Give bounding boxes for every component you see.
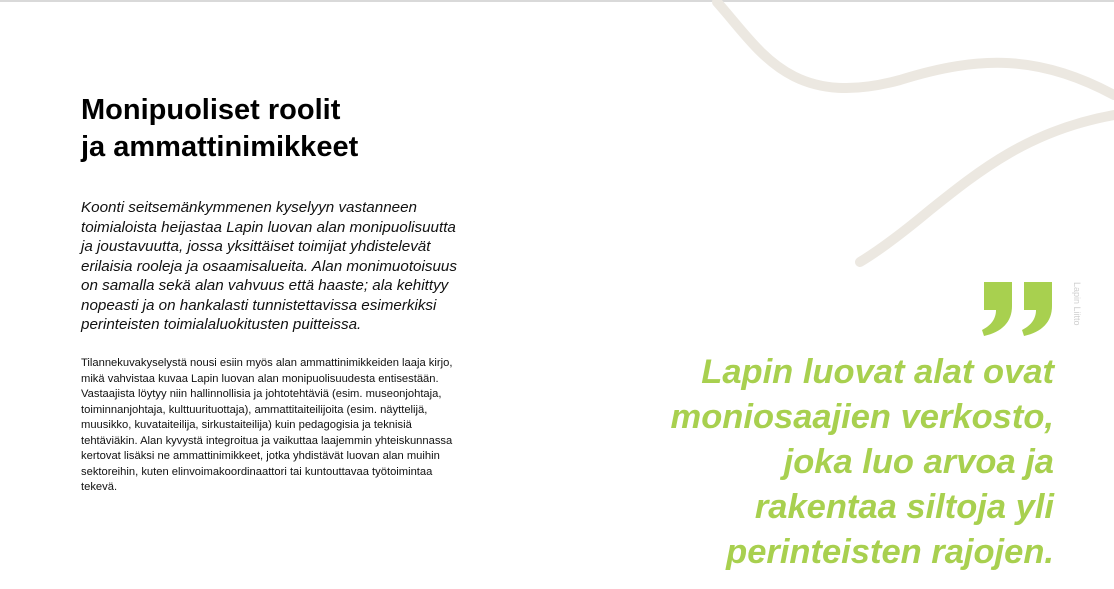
quote-line: rakentaa siltoja yli	[754, 488, 1054, 526]
pull-quote	[671, 350, 1054, 575]
body-line: Tilannekuvakyselystä nousi esiin myös alan ammattinimikkeiden laaja kirjo,	[81, 357, 453, 369]
body-line: Vastaajista löytyy niin hallinnollisia ja johtotehtäviä (esim. museonjohtaja,	[81, 388, 442, 400]
intro-line: ja joustavuutta, jossa yksittäiset toimijat yhdistelevät	[81, 238, 431, 255]
body-line: tehtäviäkin. Alan kyvystä integroitua ja vaikuttaa laajemmin yhteiskunnassa	[81, 434, 453, 447]
body-line: muusikko, kuvataiteilija, sirkustaiteilija) kuin pedagogisia ja teknisiä	[81, 419, 412, 431]
side-caption: Lapin Liitto	[1072, 282, 1082, 326]
quote-mark-icon	[976, 280, 1060, 338]
decorative-curve-2	[860, 115, 1114, 262]
quote-line: moniosaajien verkosto,	[670, 398, 1054, 436]
title-line: ja ammattinimikkeet	[81, 131, 359, 163]
title-line: Monipuoliset roolit	[81, 94, 341, 126]
intro-paragraph	[81, 198, 521, 335]
decorative-curve-1	[717, 2, 1114, 95]
intro-line: toimialoista heijastaa Lapin luovan alan monipuolisuutta	[81, 218, 456, 236]
body-line: sektoreihin, kuten elinvoimakoordinaattori tai kuntouttavaa työtoimintaa	[81, 465, 433, 478]
body-line: kertovat lisäksi ne ammattinimikkeet, jotka yhdistävät luovan alan muihin	[81, 450, 440, 462]
body-line: toiminnanjohtaja, kulttuurituottaja), ammattitaiteilijoita (esim. näyttelijä,	[81, 403, 428, 416]
body-line: tekevä.	[81, 481, 118, 493]
intro-line: on samalla sekä alan vahvuus että haaste; ala kehittyy	[81, 277, 449, 294]
page-title	[81, 92, 358, 166]
quote-line: Lapin luovat alat ovat	[701, 353, 1054, 391]
quote-line: joka luo arvoa ja	[783, 443, 1054, 481]
intro-line: erilaisia rooleja ja osaamisalueita. Alan monimuotoisuus	[81, 257, 457, 275]
body-line: mikä vahvistaa kuvaa Lapin luovan alan monipuolisuudesta entisestään.	[81, 372, 439, 385]
intro-line: nopeasti ja on hankalasti tunnistettavissa esimerkiksi	[81, 296, 437, 314]
intro-line: perinteisten toimialaluokitusten puitteissa.	[81, 316, 362, 333]
quote-line: perinteisten rajojen.	[726, 533, 1054, 571]
body-paragraph	[81, 356, 541, 496]
intro-line: Koonti seitsemänkymmenen kyselyyn vastanneen	[81, 199, 417, 216]
